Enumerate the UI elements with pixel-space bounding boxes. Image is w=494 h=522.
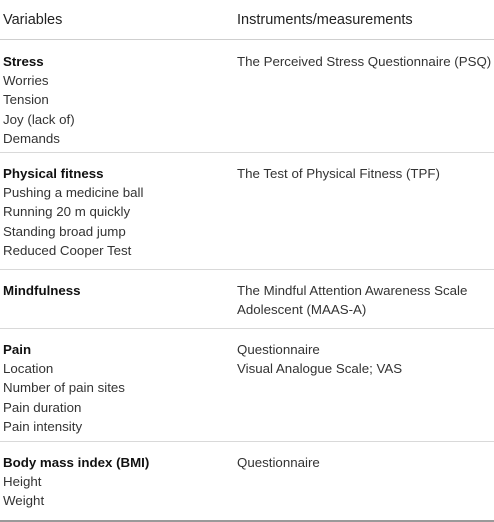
instrument-line: The Mindful Attention Awareness Scale [237,283,468,298]
variable-item: Number of pain sites [3,380,125,396]
variable-item: Tension [3,92,49,108]
variable-item: Demands [3,130,60,146]
table-row-bmi [0,442,494,520]
variable-title: Body mass index (BMI) [3,455,150,470]
variable-title: Pain [3,342,32,357]
instrument-line: Visual Analogue Scale; VAS [237,361,403,377]
variable-cell [3,52,75,148]
variable-item: Location [3,361,54,377]
instrument-cell [237,340,402,378]
header-variables: Variables [3,12,63,28]
variable-item: Pain duration [3,399,82,415]
instrument-line: Adolescent (MAAS-A) [237,302,367,318]
table-row-physical-fitness [0,153,494,270]
variable-item: Joy (lack of) [3,111,75,127]
instrument-line: The Test of Physical Fitness (TPF) [237,166,440,181]
table-row-stress [0,41,494,153]
table-header [0,0,494,40]
instrument-cell [237,453,320,472]
header-instruments: Instruments/measurements [237,12,413,28]
variable-item: Worries [3,73,49,89]
instrument-cell [237,281,467,319]
variable-cell [3,281,81,300]
table-row-mindfulness [0,270,494,329]
instrument-line: Questionnaire [237,455,320,470]
variable-cell [3,340,125,436]
variable-item: Pain intensity [3,418,83,434]
variable-title: Physical fitness [3,166,104,181]
instrument-line: Questionnaire [237,342,320,357]
variable-item: Reduced Cooper Test [3,242,132,258]
table-row-pain [0,329,494,442]
variable-item: Height [3,474,42,490]
instrument-cell [237,164,440,183]
variable-title: Stress [3,54,44,69]
instrument-line: The Perceived Stress Questionnaire (PSQ) [237,54,492,69]
variable-cell [3,453,149,511]
variable-item: Pushing a medicine ball [3,185,144,201]
variable-title: Mindfulness [3,283,81,298]
variable-item: Standing broad jump [3,223,126,239]
variable-item: Weight [3,493,45,509]
variable-cell [3,164,143,260]
variable-item: Running 20 m quickly [3,204,131,220]
instrument-cell [237,52,491,71]
